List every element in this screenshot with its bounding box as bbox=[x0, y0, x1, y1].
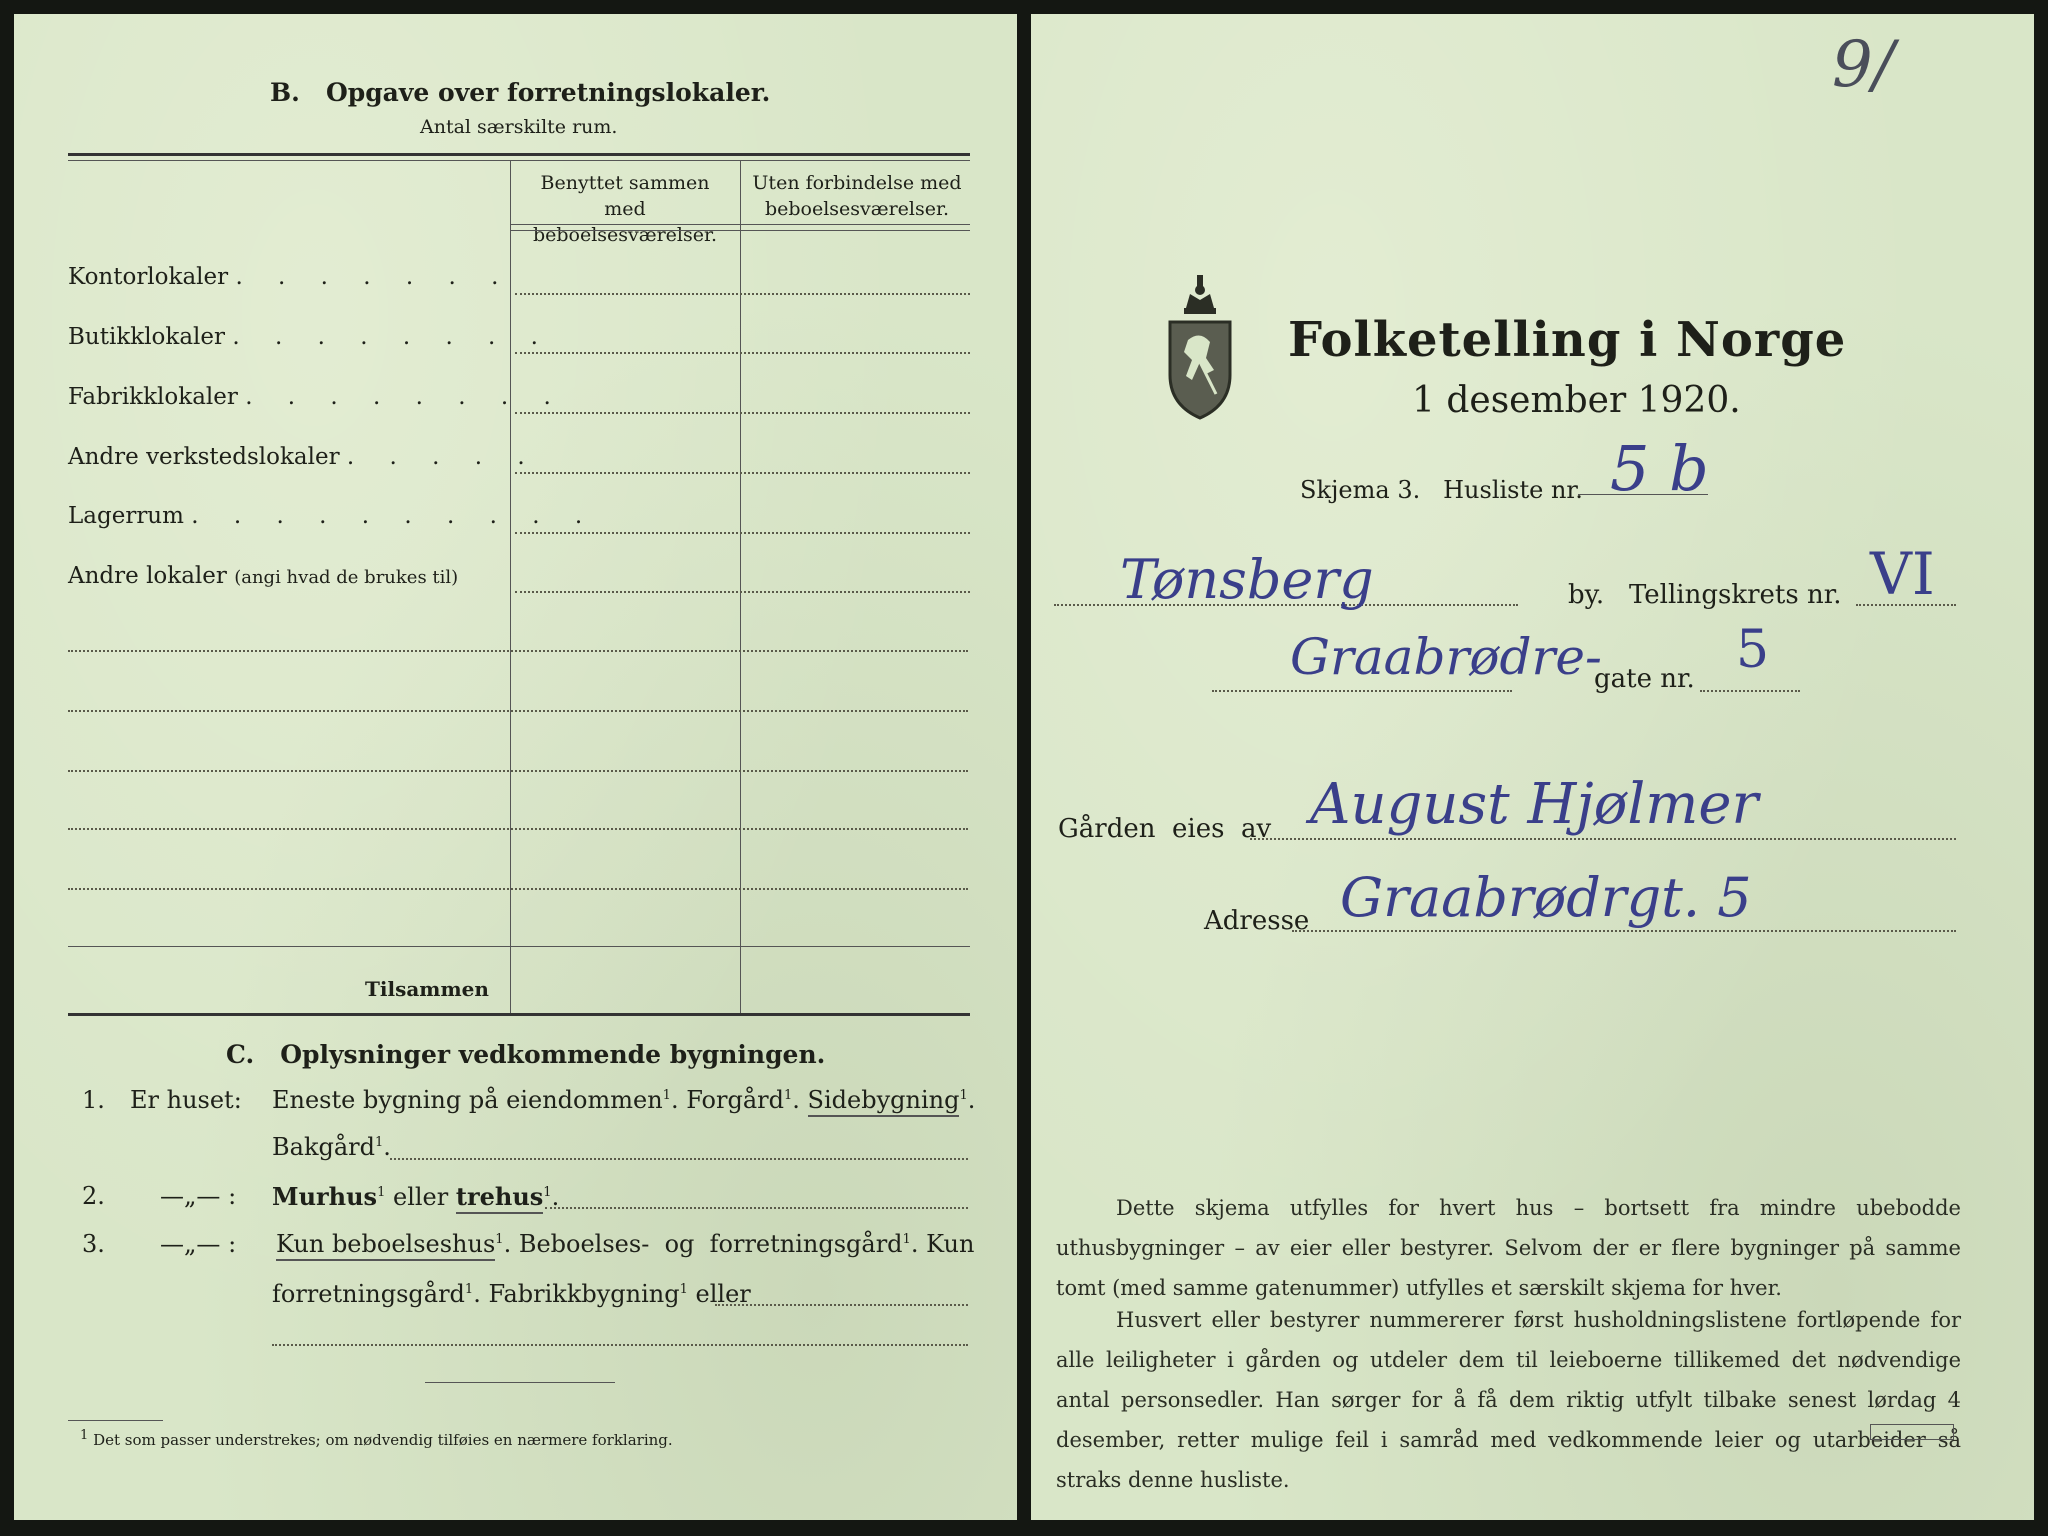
footnote-marker: 1 bbox=[464, 1282, 474, 1297]
word-eller: eller bbox=[393, 1183, 449, 1211]
row-label-kontorlokaler bbox=[68, 264, 512, 290]
footnote-marker: 1 bbox=[679, 1282, 688, 1297]
option-forretningsgard: forretningsgård bbox=[272, 1280, 465, 1308]
item-3-text: Kun beboelseshus$^1$. Beboelses- og forretningsgård$^1$. Kun bbox=[276, 1230, 974, 1258]
row-label-text: Lagerrum bbox=[68, 503, 184, 529]
gate-line bbox=[1700, 690, 1800, 692]
krets-number: VI bbox=[1870, 540, 1935, 608]
footnote-number: 1 bbox=[80, 1428, 89, 1443]
item-2-text: Murhus$^1$ eller trehus$^1$. bbox=[272, 1182, 559, 1211]
total-top-rule bbox=[68, 946, 970, 947]
gate-label: gate nr. bbox=[1594, 664, 1695, 694]
row-label-andre-lokaler bbox=[68, 563, 458, 589]
footnote-marker: 1 bbox=[662, 1088, 671, 1103]
gate-number: 5 bbox=[1736, 620, 1770, 680]
footnote-marker: 1 bbox=[959, 1088, 968, 1103]
leader-dots: . . . . . bbox=[346, 444, 539, 470]
table-top-rule-thin bbox=[68, 160, 970, 161]
row-label-text: Andre lokaler bbox=[68, 563, 227, 589]
husliste-number: 5 b bbox=[1610, 432, 1709, 505]
header-bottom-rule-2 bbox=[510, 230, 970, 231]
fill-line bbox=[390, 1158, 968, 1160]
option-bakgard: Bakgård bbox=[272, 1133, 375, 1161]
footnote-short-rule bbox=[68, 1420, 163, 1421]
section-b-title: B. Opgave over forretningslokaler. bbox=[270, 78, 771, 107]
row-label-butikklokaler bbox=[68, 324, 552, 350]
row-label-lagerrum bbox=[68, 503, 596, 529]
row-label-fabrikklokaler bbox=[68, 384, 565, 410]
row-line bbox=[515, 591, 970, 593]
schema-label: Skjema 3. Husliste nr. bbox=[1300, 476, 1583, 504]
row-label-text: Fabrikklokaler bbox=[68, 384, 238, 410]
item-1-text: Eneste bygning på eiendommen$^1$. Forgård$^1$. Sidebygning$^1$. bbox=[272, 1086, 975, 1114]
row-line bbox=[515, 293, 970, 295]
footnote-marker: 1 bbox=[375, 1135, 384, 1150]
row-line bbox=[68, 828, 968, 830]
footnote bbox=[80, 1428, 673, 1449]
table-top-rule bbox=[68, 153, 970, 156]
footnote-marker: 1 bbox=[784, 1088, 793, 1103]
table-bottom-rule bbox=[68, 1013, 970, 1016]
col1-header: Benyttet sammen med beboelsesværelser. bbox=[532, 172, 718, 246]
leader-dots: . . . . . . . bbox=[235, 264, 513, 290]
address-value: Graabrødrgt. 5 bbox=[1340, 866, 1752, 929]
leader-dots: . . . . . . . . . . bbox=[191, 503, 597, 529]
leader-dots: . . . . . . . . bbox=[232, 324, 552, 350]
document-title: Folketelling i Norge bbox=[1288, 312, 1847, 368]
word-eller: eller bbox=[695, 1280, 751, 1308]
coat-of-arms-icon bbox=[1160, 270, 1240, 420]
option-trehus-underlined: trehus bbox=[456, 1182, 543, 1214]
word-kun: Kun bbox=[926, 1230, 975, 1258]
header-bottom-rule bbox=[510, 224, 970, 225]
total-label: Tilsammen bbox=[365, 977, 489, 1001]
footnote-marker: 1 bbox=[495, 1232, 504, 1247]
leader-dots: . . . . . . . . bbox=[245, 384, 565, 410]
option-beboelses-forretningsgard: Beboelses- og forretningsgård bbox=[518, 1230, 903, 1258]
footnote-separator bbox=[425, 1382, 615, 1383]
option-kun-beboelseshus-underlined: Kun beboelseshus bbox=[276, 1230, 495, 1261]
fill-line bbox=[545, 1207, 968, 1209]
table-col-divider-2 bbox=[740, 160, 741, 1014]
owner-line bbox=[1250, 838, 1956, 840]
row-line bbox=[68, 710, 968, 712]
address-label: Adresse bbox=[1204, 906, 1310, 936]
option-murhus: Murhus bbox=[272, 1182, 378, 1211]
census-date: 1 desember 1920. bbox=[1412, 380, 1741, 421]
item-1-text-line2: Bakgård$^1$. bbox=[272, 1133, 391, 1161]
row-label-text: Butikklokaler bbox=[68, 324, 226, 350]
instructions-paragraph-1: Dette skjema utfylles for hvert hus – bortsett fra mindre ubebodde uthusbygninger – av eier eller bestyrer. Selvom der er flere bygninger på samme tomt (med samme gatenummer) utfylles et særskilt skjema for hver. bbox=[1056, 1196, 1961, 1300]
item-1-number: 1. bbox=[82, 1086, 105, 1114]
row-label-text: Kontorlokaler bbox=[68, 264, 229, 290]
street-line bbox=[1212, 690, 1512, 692]
option-forgard: Forgård bbox=[686, 1086, 784, 1114]
option-sidebygning-underlined: Sidebygning bbox=[808, 1086, 960, 1117]
row-line bbox=[515, 472, 970, 474]
row-line bbox=[515, 412, 970, 414]
row-label-text: Andre verkstedslokaler bbox=[68, 444, 340, 470]
item-2-lead: —„— : bbox=[160, 1182, 237, 1210]
item-2-number: 2. bbox=[82, 1182, 105, 1210]
fill-line bbox=[272, 1344, 968, 1346]
footnote-marker: 1 bbox=[902, 1232, 911, 1247]
option-fabrikkbygning: Fabrikkbygning bbox=[488, 1280, 680, 1308]
city-name: Tønsberg bbox=[1120, 548, 1374, 611]
row-label-andre-verkstedslokaler bbox=[68, 444, 539, 470]
corner-mark: 9/ bbox=[1832, 28, 1895, 102]
printer-stamp bbox=[1870, 1424, 1954, 1440]
street-name: Graabrødre- bbox=[1290, 628, 1602, 686]
section-c-title: C. Oplysninger vedkommende bygningen. bbox=[226, 1040, 826, 1069]
col2-header: Uten forbindelse med beboelsesværelser. bbox=[752, 172, 962, 220]
row-label-note: (angi hvad de brukes til) bbox=[234, 567, 459, 588]
address-line bbox=[1292, 930, 1956, 932]
footnote-text: Det som passer understrekes; om nødvendig tilføies en nærmere forklaring. bbox=[93, 1431, 673, 1449]
section-b-subtitle: Antal særskilte rum. bbox=[420, 116, 618, 138]
row-line bbox=[515, 352, 970, 354]
row-line bbox=[68, 650, 968, 652]
instructions-paragraph-2: Husvert eller bestyrer nummererer først husholdningslistene fortløpende for alle leiligheter i gården og utdeler dem til leieboerne tillikemed det nødvendige antal personsedler. Han sørger for å få dem riktig utfylt tilbake senest lørdag 4 desember, retter mulige feil i samråd med vedkommende leier og utarbeider så straks denne husliste. bbox=[1056, 1308, 1961, 1492]
item-3-text-line2: forretningsgård$^1$. Fabrikkbygning$^1$ eller bbox=[272, 1280, 751, 1308]
item-1-lead: Er huset: bbox=[130, 1086, 242, 1114]
by-krets-label: by. Tellingskrets nr. bbox=[1568, 580, 1842, 610]
item-3-number: 3. bbox=[82, 1230, 105, 1258]
owner-label: Gården eies av bbox=[1058, 814, 1272, 844]
option-eneste-bygning: Eneste bygning på eiendommen bbox=[272, 1086, 663, 1114]
fill-line bbox=[715, 1304, 968, 1306]
owner-name: August Hjølmer bbox=[1310, 772, 1759, 837]
item-3-lead: —„— : bbox=[160, 1230, 237, 1258]
row-line bbox=[68, 888, 968, 890]
footnote-marker: 1 bbox=[543, 1185, 552, 1200]
row-line bbox=[515, 532, 970, 534]
footnote-marker: 1 bbox=[377, 1185, 386, 1200]
row-line bbox=[68, 770, 968, 772]
